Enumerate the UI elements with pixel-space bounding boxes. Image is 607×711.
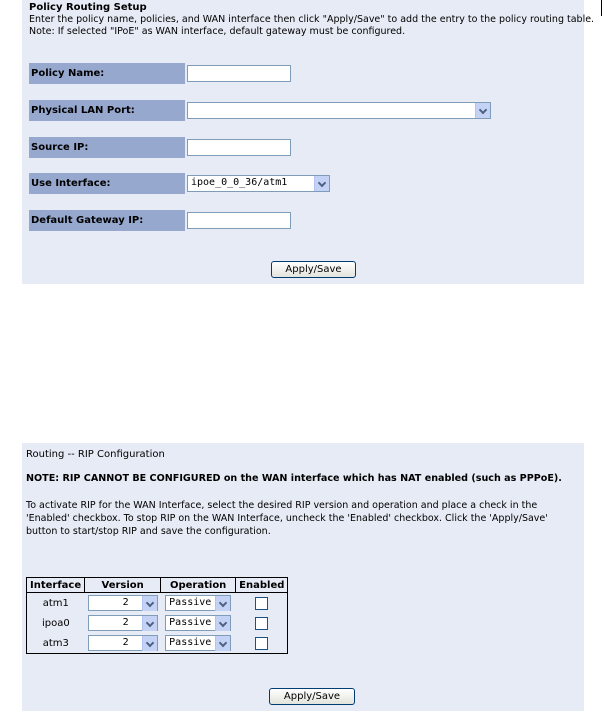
- table-row: [27, 633, 288, 654]
- version-select[interactable]: [88, 615, 158, 631]
- policy-name-label: Policy Name:: [29, 63, 185, 84]
- operation-value: Passive: [169, 597, 212, 608]
- enabled-cell: [236, 593, 288, 614]
- physical-lan-port-select[interactable]: [187, 102, 491, 119]
- policy-routing-instructions: [29, 14, 594, 38]
- page-edge-line: [601, 0, 602, 16]
- version-select[interactable]: [88, 595, 158, 611]
- physical-lan-port-label: Physical LAN Port:: [29, 100, 185, 121]
- version-value: 2: [122, 597, 129, 608]
- chevron-down-icon[interactable]: [215, 596, 230, 611]
- policy-routing-title: Policy Routing Setup: [29, 2, 147, 13]
- version-value: 2: [122, 617, 129, 628]
- policy-routing-panel: [22, 0, 595, 284]
- chevron-down-icon[interactable]: [142, 616, 157, 631]
- operation-select[interactable]: [165, 635, 231, 651]
- default-gateway-ip-input[interactable]: [187, 212, 291, 229]
- rip-apply-save-button[interactable]: Apply/Save: [269, 688, 355, 705]
- enabled-checkbox[interactable]: [255, 617, 268, 630]
- version-value: 2: [122, 637, 129, 648]
- policy-name-input[interactable]: [187, 65, 291, 82]
- interface-cell: atm3: [42, 637, 69, 649]
- column-header-operation: Operation: [161, 578, 236, 593]
- policy-apply-save-button[interactable]: Apply/Save: [271, 261, 356, 278]
- source-ip-input[interactable]: [187, 139, 291, 156]
- rip-title: Routing -- RIP Configuration: [26, 449, 165, 460]
- rip-configuration-panel: [22, 443, 584, 711]
- chevron-down-icon[interactable]: [142, 596, 157, 611]
- operation-cell: [161, 633, 236, 654]
- table-row: [27, 593, 288, 614]
- interface-cell: atm1: [42, 597, 69, 609]
- chevron-down-icon[interactable]: [215, 616, 230, 631]
- use-interface-label: Use Interface:: [29, 173, 185, 194]
- rip-note: NOTE: RIP CANNOT BE CONFIGURED on the WAN interface which has NAT enabled (such as PPPoE).: [26, 473, 562, 484]
- enabled-cell: [236, 613, 288, 633]
- table-row: [27, 613, 288, 633]
- chevron-down-icon[interactable]: [475, 103, 490, 118]
- version-select[interactable]: [88, 635, 158, 651]
- version-cell: [85, 593, 161, 614]
- operation-cell: [161, 613, 236, 633]
- enabled-cell: [236, 633, 288, 654]
- source-ip-label: Source IP:: [29, 137, 185, 158]
- enabled-checkbox[interactable]: [255, 637, 268, 650]
- use-interface-select[interactable]: [187, 175, 330, 192]
- operation-select[interactable]: [165, 615, 231, 631]
- operation-value: Passive: [169, 617, 212, 628]
- operation-select[interactable]: [165, 595, 231, 611]
- operation-value: Passive: [169, 637, 212, 648]
- version-cell: [85, 613, 161, 633]
- column-header-interface: Interface: [27, 578, 85, 593]
- chevron-down-icon[interactable]: [142, 636, 157, 651]
- column-header-version: Version: [85, 578, 161, 593]
- rip-table: [26, 577, 288, 654]
- rip-description: To activate RIP for the WAN Interface, select the desired RIP version and operation and place a check in the 'Enabled' checkbox. To stop RIP on the WAN Interface, uncheck the 'Enabled' checkbox. Click the 'Apply/Save' button to start/stop RIP and save the configuration.: [26, 500, 548, 537]
- chevron-down-icon[interactable]: [215, 636, 230, 651]
- use-interface-value: ipoe_0_0_36/atm1: [191, 177, 288, 188]
- interface-cell: ipoa0: [41, 617, 70, 629]
- default-gateway-ip-label: Default Gateway IP:: [29, 210, 185, 231]
- instruction-note: Note: If selected "IPoE" as WAN interface, default gateway must be configured.: [29, 26, 406, 37]
- instruction-line: Enter the policy name, policies, and WAN interface then click "Apply/Save" to add the entry to the policy routing table.: [29, 14, 595, 25]
- chevron-down-icon[interactable]: [314, 176, 329, 191]
- version-cell: [85, 633, 161, 654]
- enabled-checkbox[interactable]: [255, 597, 268, 610]
- column-header-enabled: Enabled: [236, 578, 288, 593]
- operation-cell: [161, 593, 236, 614]
- rip-table-header: [27, 578, 288, 593]
